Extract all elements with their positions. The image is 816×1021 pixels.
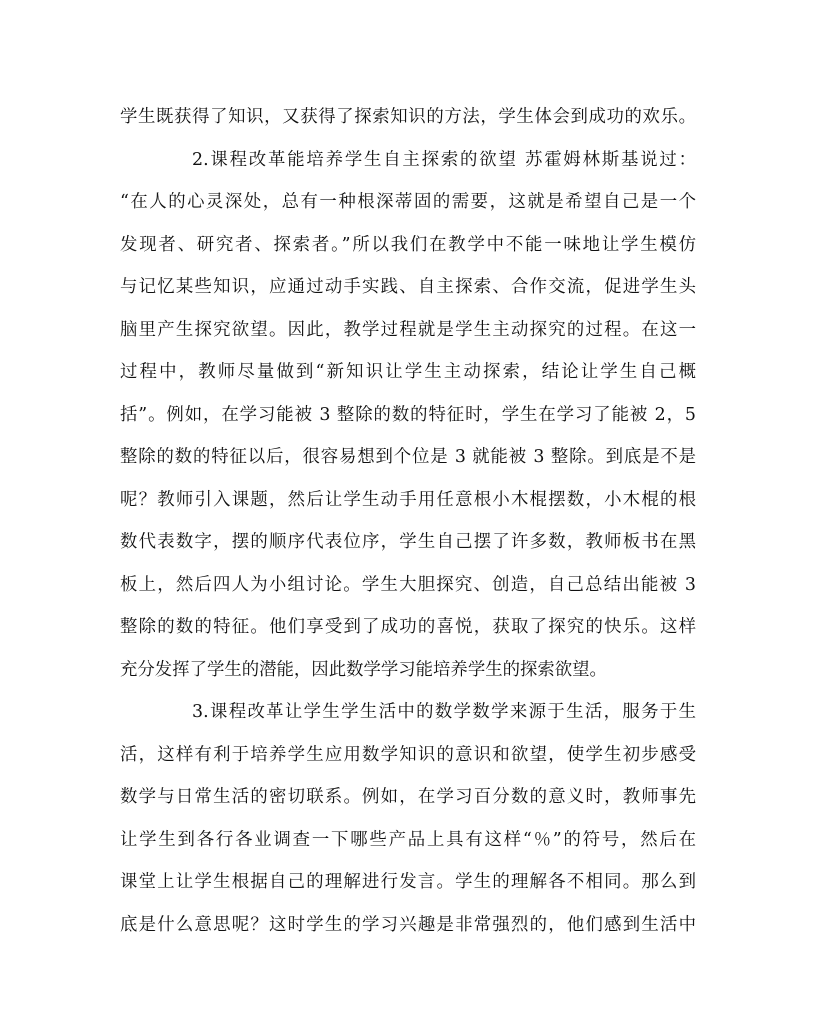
paragraph-heading-2: 2.课程改革能培养学生自主探索的欲望 苏霍姆林斯基说过： — [192, 150, 696, 170]
text-line: 过程中，教师尽量做到“新知识让学生主动探索，结论让学生自己概 — [120, 362, 696, 382]
text-line: 括”。例如，在学习能被 3 整除的数的特征时，学生在学习了能被 2，5 — [120, 405, 696, 425]
text-line: 让学生到各行各业调查一下哪些产品上具有这样“％”的符号，然后在 — [120, 830, 696, 850]
paragraph-heading-3: 3.课程改革让学生学生活中的数学数学来源于生活，服务于生 — [192, 702, 696, 722]
text-line: 整除的数的特征以后，很容易想到个位是 3 就能被 3 整除。到底是不是 — [120, 447, 696, 467]
text-line: 板上，然后四人为小组讨论。学生大胆探究、创造，自己总结出能被 3 — [120, 575, 696, 595]
text-line: 数学与日常生活的密切联系。例如，在学习百分数的意义时，教师事先 — [120, 787, 696, 807]
text-line: 整除的数的特征。他们享受到了成功的喜悦，获取了探究的快乐。这样 — [120, 617, 696, 637]
text-line: 发现者、研究者、探索者。”所以我们在教学中不能一味地让学生模仿 — [120, 235, 696, 255]
text-line: 充分发挥了学生的潜能，因此数学学习能培养学生的探索欲望。 — [120, 660, 607, 680]
text-line: 呢？教师引入课题，然后让学生动手用任意根小木棍摆数，小木棍的根 — [120, 490, 696, 510]
text-line: 活，这样有利于培养学生应用数学知识的意识和欲望，使学生初步感受 — [120, 745, 696, 765]
text-line: 学生既获得了知识，又获得了探索知识的方法，学生体会到成功的欢乐。 — [120, 107, 696, 127]
text-line: 底是什么意思呢？这时学生的学习兴趣是非常强烈的，他们感到生活中 — [120, 915, 696, 935]
text-line: “在人的心灵深处，总有一种根深蒂固的需要，这就是希望自己是一个 — [120, 192, 696, 212]
text-line: 脑里产生探究欲望。因此，教学过程就是学生主动探究的过程。在这一 — [120, 320, 696, 340]
text-line: 课堂上让学生根据自己的理解进行发言。学生的理解各不相同。那么到 — [120, 872, 696, 892]
text-line: 与记忆某些知识，应通过动手实践、自主探索、合作交流，促进学生头 — [120, 277, 696, 297]
text-line: 数代表数字，摆的顺序代表位序，学生自己摆了许多数，教师板书在黑 — [120, 532, 696, 552]
